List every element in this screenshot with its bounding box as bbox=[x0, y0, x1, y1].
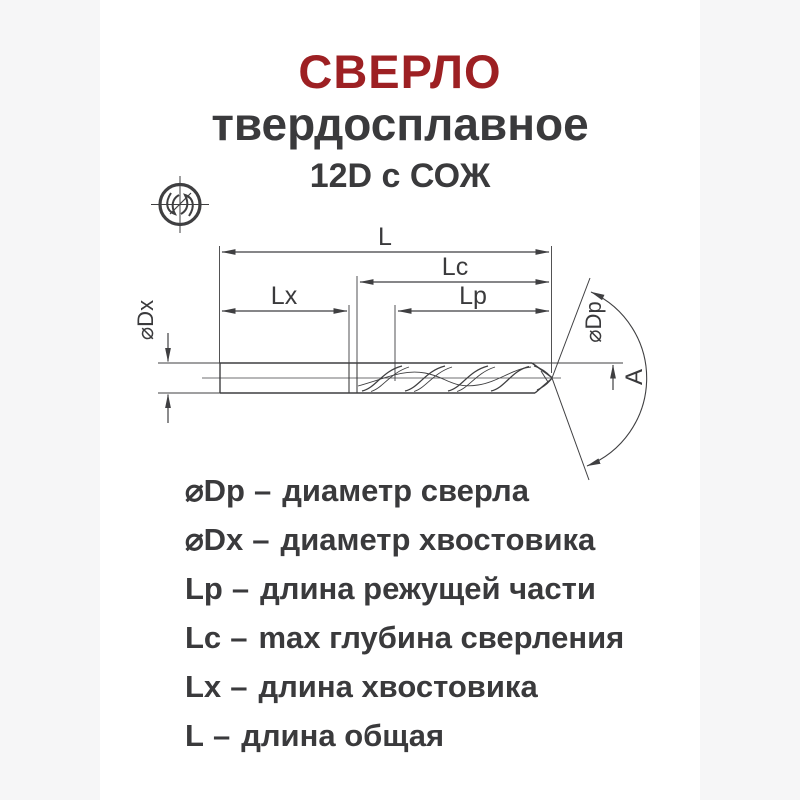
label-Dx: ⌀Dx bbox=[133, 299, 158, 341]
legend-label: max глубина сверления bbox=[258, 620, 625, 655]
legend-symbol: Lx bbox=[185, 669, 222, 704]
label-Lp: Lp bbox=[459, 282, 487, 310]
legend-dash: – bbox=[231, 571, 250, 606]
label-Dp: ⌀Dp bbox=[581, 301, 606, 343]
legend-symbol: ⌀Dp bbox=[185, 473, 245, 508]
legend-symbol: ⌀Dx bbox=[185, 522, 244, 557]
legend-row-lc bbox=[185, 613, 624, 662]
label-A: A bbox=[621, 368, 648, 386]
legend-dash: – bbox=[254, 473, 272, 508]
dimension-legend bbox=[185, 466, 624, 760]
drill-cross-section-icon bbox=[151, 176, 209, 233]
point-angle-line-lower bbox=[552, 378, 589, 480]
product-subtitle: твердосплавное bbox=[211, 98, 589, 151]
dimension-lines bbox=[168, 252, 647, 480]
legend-label: длина режущей части bbox=[260, 571, 596, 606]
legend-dash: – bbox=[212, 718, 231, 753]
legend-row-dp bbox=[185, 466, 624, 515]
label-Lc: Lc bbox=[441, 253, 469, 281]
drill-flutes bbox=[358, 366, 531, 392]
legend-row-lp bbox=[185, 564, 624, 613]
drill-technical-drawing bbox=[130, 170, 670, 485]
legend-label: длина общая bbox=[241, 718, 445, 753]
label-L: L bbox=[378, 223, 392, 251]
product-variant: 12D с СОЖ bbox=[309, 157, 491, 196]
right-margin-band bbox=[700, 0, 800, 800]
legend-dash: – bbox=[252, 522, 270, 557]
legend-label: диаметр сверла bbox=[282, 473, 529, 508]
label-Lx: Lx bbox=[270, 282, 298, 310]
legend-row-l bbox=[185, 711, 624, 760]
legend-label: длина хвостовика bbox=[258, 669, 538, 704]
legend-dash: – bbox=[230, 620, 248, 655]
left-margin-band bbox=[0, 0, 100, 800]
legend-dash: – bbox=[230, 669, 248, 704]
product-title: СВЕРЛО bbox=[298, 45, 502, 98]
dimension-labels bbox=[133, 223, 648, 385]
legend-row-lx bbox=[185, 662, 624, 711]
legend-symbol: Lc bbox=[185, 620, 222, 655]
legend-row-dx bbox=[185, 515, 624, 564]
legend-symbol: L bbox=[185, 718, 204, 753]
legend-symbol: Lp bbox=[185, 571, 223, 606]
legend-label: диаметр хвостовика bbox=[280, 522, 596, 557]
